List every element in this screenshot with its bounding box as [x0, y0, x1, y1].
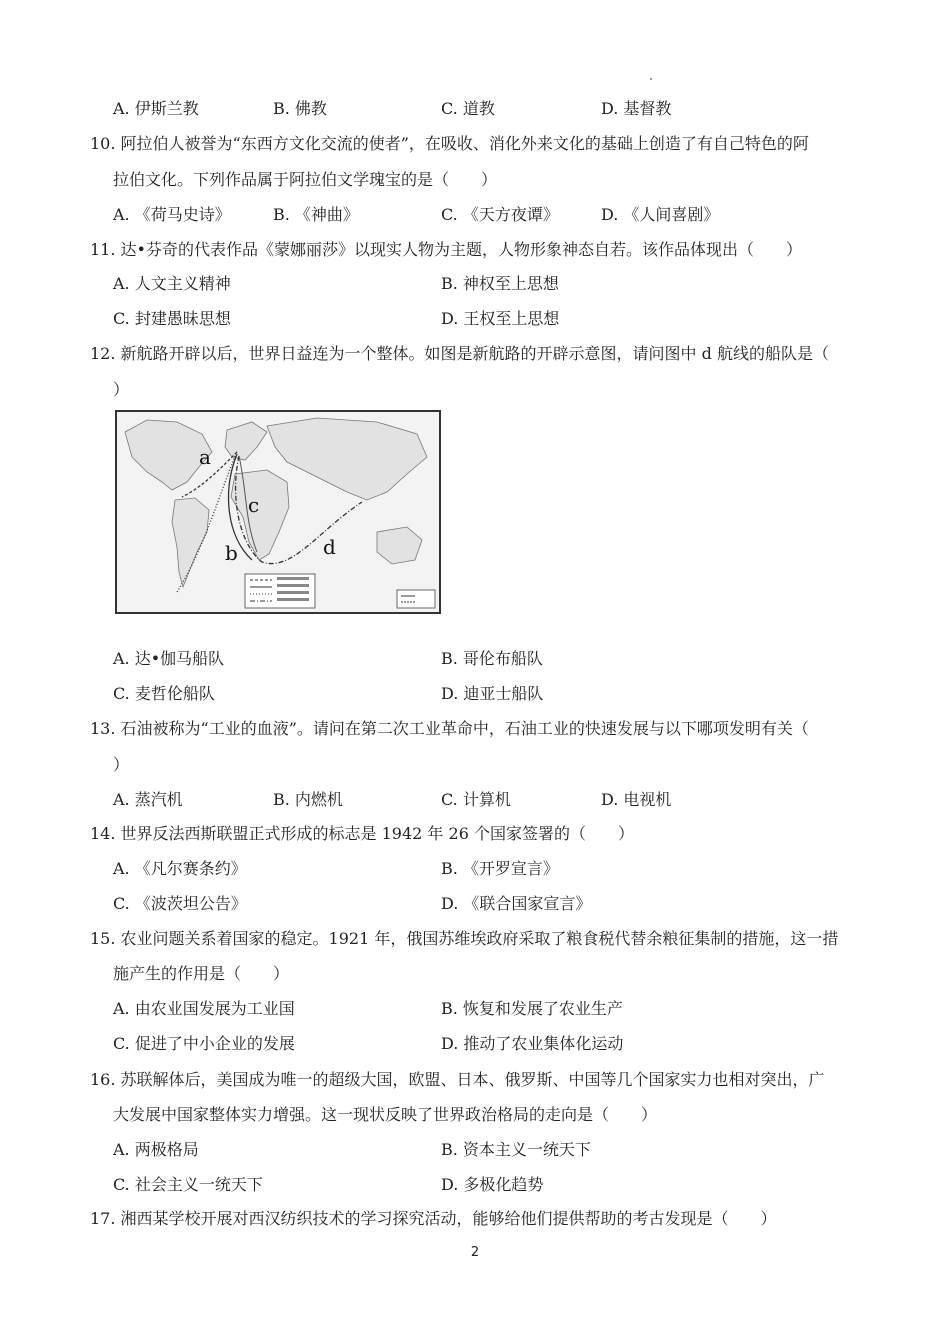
q15-option-c[interactable]: C. 促进了中小企业的发展: [113, 1034, 295, 1053]
q9-option-b[interactable]: B. 佛教: [273, 99, 327, 118]
q11-option-b[interactable]: B. 神权至上思想: [441, 274, 559, 293]
q12-stem-line1: 12. 新航路开辟以后，世界日益连为一个整体。如图是新航路的开辟示意图，请问图中 d 航线的船队是（: [90, 344, 829, 363]
q13-stem-line2: ）: [113, 755, 130, 774]
q11-option-d[interactable]: D. 王权至上思想: [441, 309, 560, 328]
q13-option-b[interactable]: B. 内燃机: [273, 790, 343, 809]
q15-option-b[interactable]: B. 恢复和发展了农业生产: [441, 999, 623, 1018]
q9-option-c[interactable]: C. 道教: [441, 99, 495, 118]
q13-option-c[interactable]: C. 计算机: [441, 790, 511, 809]
q10-option-c[interactable]: C. 《天方夜谭》: [441, 205, 559, 224]
new-sea-routes-map: [115, 410, 441, 614]
q14-stem: 14. 世界反法西斯联盟正式形成的标志是 1942 年 26 个国家签署的（ ）: [90, 824, 634, 843]
q16-option-c[interactable]: C. 社会主义一统天下: [113, 1175, 263, 1194]
q16-option-b[interactable]: B. 资本主义一统天下: [441, 1140, 591, 1159]
q10-stem-line2: 拉伯文化。下列作品属于阿拉伯文学瑰宝的是（ ）: [113, 170, 498, 189]
q10-option-a[interactable]: A. 《荷马史诗》: [113, 205, 231, 224]
q15-option-d[interactable]: D. 推动了农业集体化运动: [441, 1034, 624, 1053]
map-legend-scale: [397, 590, 435, 608]
q16-option-d[interactable]: D. 多极化趋势: [441, 1175, 544, 1194]
q9-option-d[interactable]: D. 基督教: [601, 99, 672, 118]
q10-stem-line1: 10. 阿拉伯人被誉为“东西方文化交流的使者”，在吸收、消化外来文化的基础上创造了有自己特色的阿: [90, 134, 809, 153]
q16-stem-line2: 大发展中国家整体实力增强。这一现状反映了世界政治格局的走向是（ ）: [113, 1105, 658, 1124]
q9-option-a[interactable]: A. 伊斯兰教: [113, 99, 199, 118]
q12-option-a[interactable]: A. 达•伽马船队: [113, 649, 225, 668]
q13-option-d[interactable]: D. 电视机: [601, 790, 672, 809]
q13-option-a[interactable]: A. 蒸汽机: [113, 790, 183, 809]
q11-option-a[interactable]: A. 人文主义精神: [113, 274, 231, 293]
q10-option-d[interactable]: D. 《人间喜剧》: [601, 205, 720, 224]
page-number: 2: [470, 1245, 480, 1260]
q14-option-b[interactable]: B. 《开罗宣言》: [441, 859, 559, 878]
world-map-figure: [117, 412, 439, 612]
q12-option-c[interactable]: C. 麦哲伦船队: [113, 684, 215, 703]
q17-stem: 17. 湘西某学校开展对西汉纺织技术的学习探究活动，能够给他们提供帮助的考古发现是（ ）: [90, 1209, 777, 1228]
q15-option-a[interactable]: A. 由农业国发展为工业国: [113, 999, 295, 1018]
q12-option-d[interactable]: D. 迪亚士船队: [441, 684, 544, 703]
q14-option-c[interactable]: C. 《波茨坦公告》: [113, 894, 247, 913]
q13-stem-line1: 13. 石油被称为“工业的血液”。请问在第二次工业革命中，石油工业的快速发展与以下哪项发明有关（: [90, 719, 809, 738]
q11-stem: 11. 达•芬奇的代表作品《蒙娜丽莎》以现实人物为主题，人物形象神态自若。该作品体现出（ ）: [90, 240, 802, 259]
q15-stem-line1: 15. 农业问题关系着国家的稳定。1921 年，俄国苏维埃政府采取了粮食税代替余粮征集制的措施，这一措: [90, 929, 839, 948]
q12-option-b[interactable]: B. 哥伦布船队: [441, 649, 543, 668]
q16-stem-line1: 16. 苏联解体后，美国成为唯一的超级大国，欧盟、日本、俄罗斯、中国等几个国家实力也相对突出，广: [90, 1070, 825, 1089]
q15-stem-line2: 施产生的作用是（ ）: [113, 964, 290, 983]
map-label-b: b: [225, 541, 238, 565]
q14-option-d[interactable]: D. 《联合国家宣言》: [441, 894, 592, 913]
map-label-d: d: [323, 535, 336, 559]
q10-option-b[interactable]: B. 《神曲》: [273, 205, 359, 224]
q12-stem-line2: ）: [113, 380, 130, 399]
q16-option-a[interactable]: A. 两极格局: [113, 1140, 199, 1159]
q11-option-c[interactable]: C. 封建愚昧思想: [113, 309, 231, 328]
speck: [650, 78, 652, 80]
map-label-c: c: [248, 493, 260, 517]
map-label-a: a: [199, 445, 211, 469]
q14-option-a[interactable]: A. 《凡尔赛条约》: [113, 859, 247, 878]
